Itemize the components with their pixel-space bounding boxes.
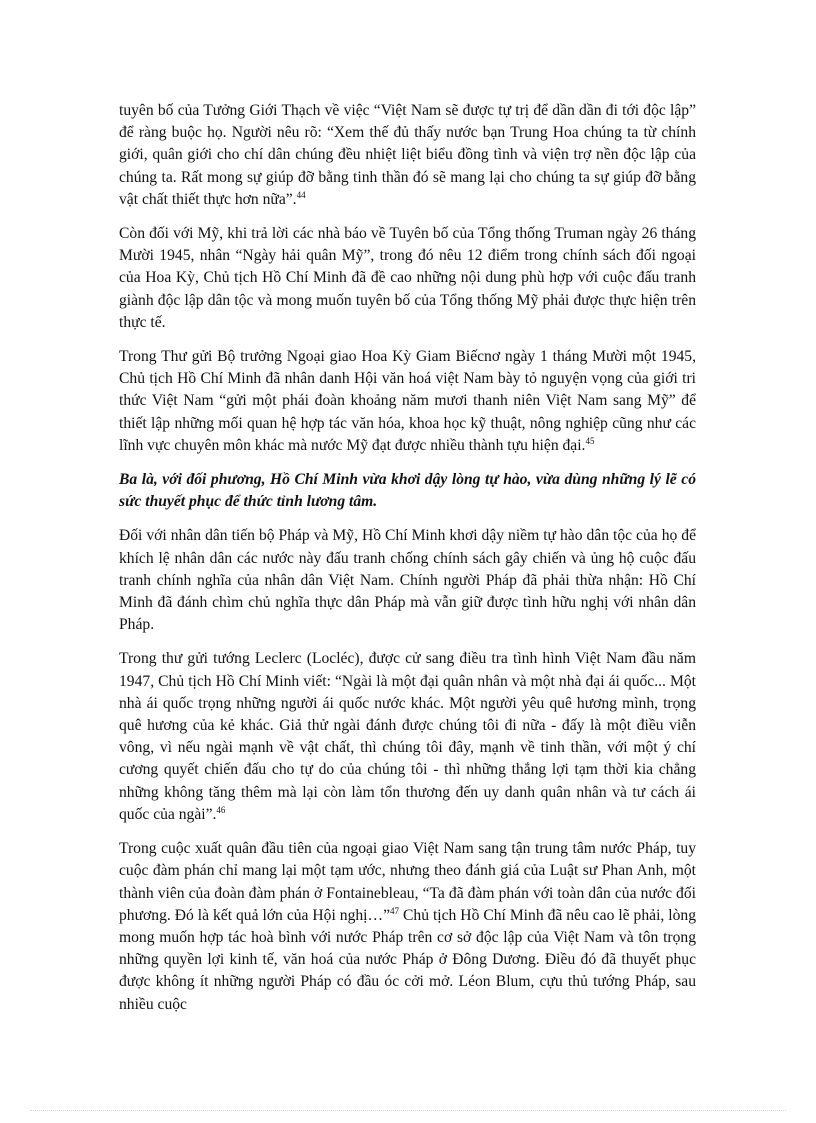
paragraph-text: Trong thư gửi tướng Leclerc (Locléc), được cử sang điều tra tình hình Việt Nam đầu năm 1947, Chủ tịch Hồ Chí Minh viết: “Ngài là một đại quân nhân và một nhà đại ái quốc... Một nhà ái quốc trọng những người ái quốc nước khác. Một người yêu quê hương mình, trọng quê hương của kẻ khác. Giả thử ngài đánh được chúng tôi đi nữa - đấy là một điều viễn vông, vì nếu ngài mạnh về vật chất, thì chúng tôi đây, mạnh về tinh thần, với một ý chí cương quyết chiến đấu cho tự do của chúng tôi - thì những thắng lợi tạm thời kia chẳng những không tăng thêm mà lại còn làm tổn thương đến uy danh quân nhân và tư cách ái quốc của ngài”. (119, 650, 696, 823)
paragraph-text: Còn đối với Mỹ, khi trả lời các nhà báo về Tuyên bố của Tổng thống Truman ngày 26 tháng Mười 1945, nhân “Ngày hải quân Mỹ”, trong đó nêu 12 điểm trong chính sách đối ngoại của Hoa Kỳ, Chủ tịch Hồ Chí Minh đã đề cao những nội dung phù hợp với cuộc đấu tranh giành độc lập dân tộc và mong muốn tuyên bố của Tổng thống Mỹ phải được thực hiện trên thực tế. (119, 225, 696, 331)
page-footer-divider (30, 1110, 786, 1111)
paragraph-text: Đối với nhân dân tiến bộ Pháp và Mỹ, Hồ Chí Minh khơi dậy niềm tự hào dân tộc của họ để khích lệ nhân dân các nước này đấu tranh chống chính sách gây chiến và ủng hộ cuộc đấu tranh chính nghĩa của nhân dân Việt Nam. Chính người Pháp đã phải thừa nhận: Hồ Chí Minh đã đánh chìm chủ nghĩa thực dân Pháp mà vẫn giữ được tình hữu nghị với nhân dân Pháp. (119, 527, 696, 634)
paragraph-6 (119, 648, 696, 826)
footnote-ref[interactable]: 45 (585, 435, 595, 446)
paragraph-text: Ba là, với đối phương, Hồ Chí Minh vừa khơi dậy lòng tự hào, vừa dùng những lý lẽ có sức thuyết phục để thức tỉnh lương tâm. (119, 471, 696, 511)
paragraph-7 (119, 838, 696, 1016)
footnote-ref[interactable]: 46 (216, 804, 226, 815)
paragraph-text-tail: Chủ tịch Hồ Chí Minh đã nêu cao lẽ phải, lòng mong muốn hợp tác hoà bình với nước Pháp trên cơ sở độc lập của Việt Nam và tôn trọng những quyền lợi kinh tế, văn hoá của nước Pháp ở Đông Dương. Điều đó đã thuyết phục được không ít những người Pháp có đầu óc cởi mở. Léon Blum, cựu thủ tướng Pháp, sau nhiều cuộc (119, 906, 696, 1013)
paragraph-text: Trong cuộc xuất quân đầu tiên của ngoại giao Việt Nam sang tận trung tâm nước Pháp, tuy cuộc đàm phán chỉ mang lại một tạm ước, nhưng theo đánh giá của Luật sư Phan Anh, một thành viên của đoàn đàm phán ở Fontainebleau, “Ta đã đàm phán với toàn dân của nước đối phương. Đó là kết quả lớn của Hội nghị…” (119, 840, 696, 924)
paragraph-5 (119, 525, 696, 636)
paragraph-1 (119, 100, 696, 211)
document-body (119, 100, 696, 1028)
footnote-ref[interactable]: 44 (296, 189, 306, 200)
footnote-ref[interactable]: 47 (390, 905, 400, 916)
paragraph-3 (119, 346, 696, 457)
paragraph-2 (119, 223, 696, 334)
paragraph-text: tuyên bố của Tưởng Giới Thạch về việc “Việt Nam sẽ được tự trị để dần dần đi tới độc lập” để ràng buộc họ. Người nêu rõ: “Xem thế đủ thấy nước bạn Trung Hoa chúng ta từ chính giới, quân giới cho chí dân chúng đều nhiệt liệt biểu đồng tình và viện trợ nền độc lập của chúng ta. Rất mong sự giúp đỡ bằng tinh thần đó sẽ mang lại cho chúng ta sự giúp đỡ bằng vật chất thiết thực hơn nữa”. (119, 102, 696, 208)
paragraph-4-emphasis (119, 469, 696, 513)
paragraph-text: Trong Thư gửi Bộ trưởng Ngoại giao Hoa Kỳ Giam Biếcnơ ngày 1 tháng Mười một 1945, Chủ tịch Hồ Chí Minh đã nhân danh Hội văn hoá việt Nam bày tỏ nguyện vọng của giới tri thức Việt Nam “gửi một phái đoàn khoảng năm mươi thanh niên Việt Nam sang Mỹ” để thiết lập những mối quan hệ hợp tác văn hóa, khoa học kỹ thuật, nông nghiệp cũng như các lĩnh vực chuyên môn khác mà nước Mỹ đạt được nhiều thành tựu hiện đại. (119, 348, 696, 454)
